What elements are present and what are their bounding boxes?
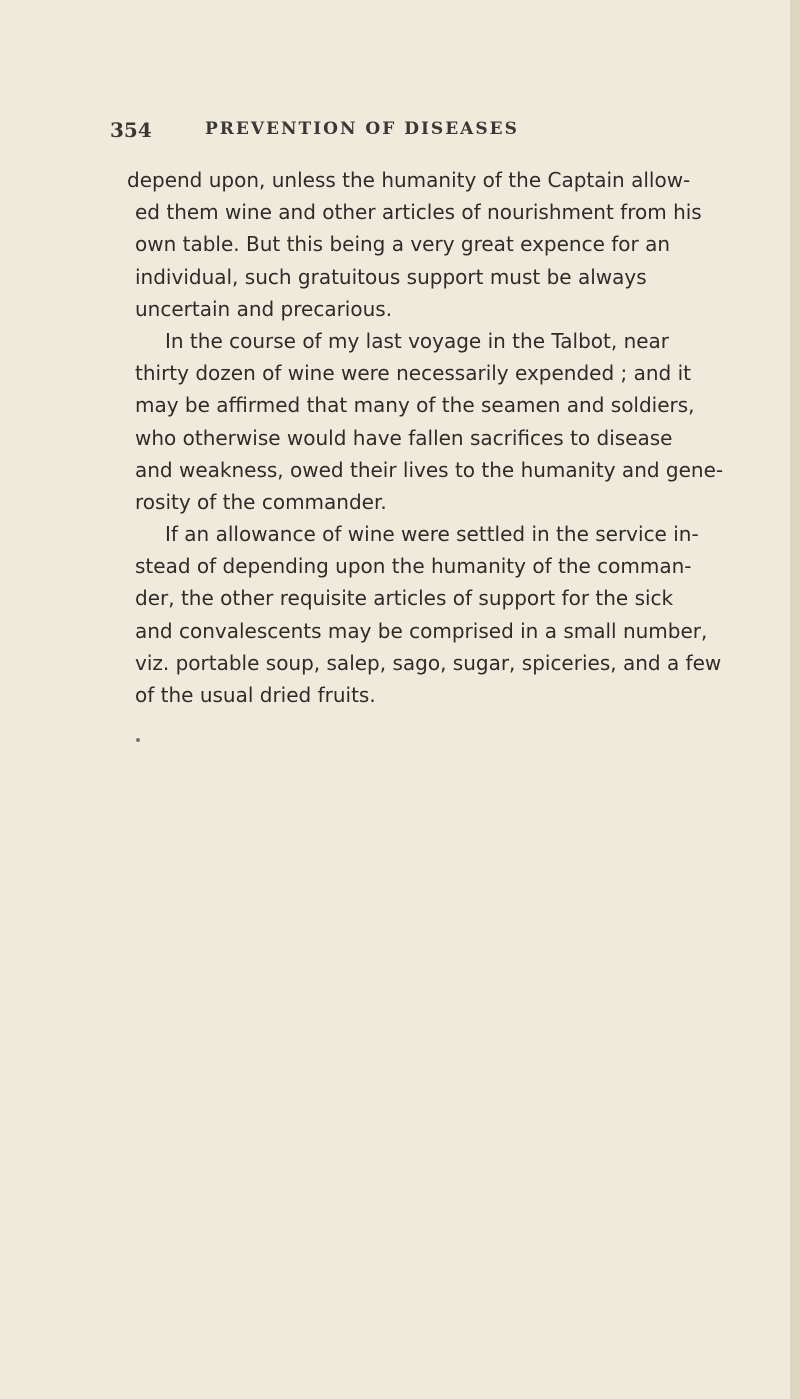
text-line: and convalescents may be comprised in a small number, <box>135 618 708 643</box>
ink-speck <box>136 738 140 742</box>
text-line: individual, such gratuitous support must be always <box>135 264 647 289</box>
text-line: and weakness, owed their lives to the humanity and gene- <box>135 457 724 482</box>
text-line: may be affirmed that many of the seamen and soldiers, <box>135 393 695 418</box>
text-line: own table. But this being a very great expence for an <box>135 232 671 257</box>
page-edge-shadow <box>790 0 800 1399</box>
text-line: viz. portable soup, salep, sago, sugar, spiceries, and a few <box>135 650 722 675</box>
text-line: depend upon, unless the humanity of the Captain allow- <box>127 168 691 192</box>
text-line: If an allowance of wine were settled in the service in- <box>165 522 699 547</box>
text-line: stead of depending upon the humanity of the comman- <box>135 554 692 579</box>
page-number: 354 <box>110 118 152 142</box>
text-line: der, the other requisite articles of support for the sick <box>135 586 674 611</box>
body-text <box>127 164 777 711</box>
text-line: rosity of the commander. <box>135 489 387 514</box>
text-line: In the course of my last voyage in the Talbot, near <box>165 328 670 353</box>
text-line: thirty dozen of wine were necessarily expended ; and it <box>135 361 691 386</box>
text-line: who otherwise would have fallen sacrifices to disease <box>135 425 673 450</box>
text-line: uncertain and precarious. <box>135 296 393 321</box>
running-head: PREVENTION OF DISEASES <box>205 119 519 139</box>
text-line: ed them wine and other articles of nourishment from his <box>135 200 702 225</box>
page-header <box>110 118 710 146</box>
text-line: of the usual dried fruits. <box>135 683 376 707</box>
